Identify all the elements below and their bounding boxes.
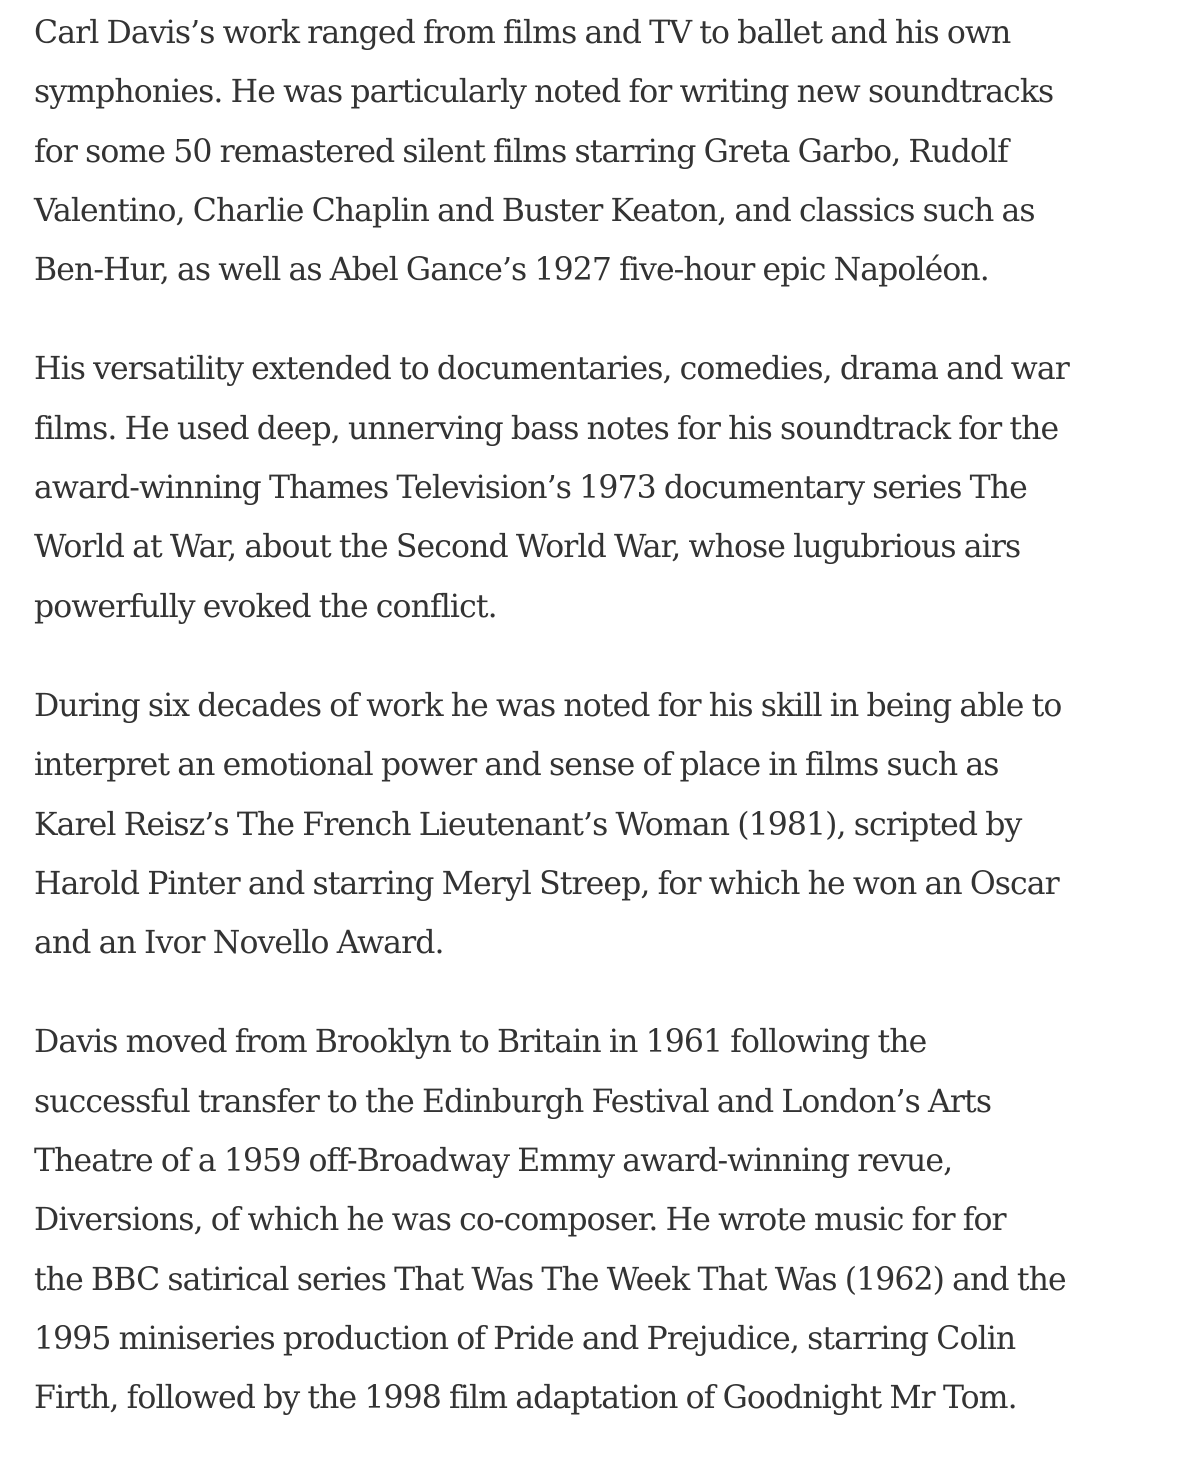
- paragraph-line: and an Ivor Novello Award.: [34, 925, 444, 962]
- paragraph-line: for some 50 remastered silent films starring Greta Garbo, Rudolf: [34, 133, 1008, 170]
- paragraph-line: His versatility extended to documentaries, comedies, drama and war: [34, 351, 1069, 388]
- paragraph-line: award-winning Thames Television’s 1973 documentary series The: [34, 470, 1027, 507]
- paragraph-line: interpret an emotional power and sense of place in films such as: [34, 747, 999, 784]
- article-paragraph: [34, 1013, 1194, 1428]
- paragraph-line: Theatre of a 1959 off-Broadway Emmy award-winning revue,: [34, 1143, 953, 1180]
- article-body: [34, 4, 1194, 1469]
- paragraph-line: Karel Reisz’s The French Lieutenant’s Woman (1981), scripted by: [34, 806, 1022, 843]
- paragraph-line: Carl Davis’s work ranged from films and TV to ballet and his own: [34, 15, 1011, 51]
- paragraph-line: powerfully evoked the conflict.: [34, 588, 497, 625]
- paragraph-line: Ben-Hur, as well as Abel Gance’s 1927 five-hour epic Napoléon.: [34, 252, 989, 289]
- article-paragraph: [34, 4, 1194, 300]
- paragraph-line: World at War, about the Second World War, whose lugubrious airs: [34, 529, 1021, 566]
- paragraph-line: films. He used deep, unnerving bass notes for his soundtrack for the: [34, 410, 1059, 447]
- paragraph-line: Diversions, of which he was co-composer. He wrote music for for: [34, 1202, 1006, 1239]
- paragraph-line: During six decades of work he was noted for his skill in being able to: [34, 687, 1062, 724]
- article-paragraph: [34, 677, 1194, 973]
- paragraph-line: Davis moved from Brooklyn to Britain in 1961 following the: [34, 1024, 927, 1061]
- paragraph-line: successful transfer to the Edinburgh Festival and London’s Arts: [34, 1083, 992, 1120]
- paragraph-line: Harold Pinter and starring Meryl Streep, for which he won an Oscar: [34, 865, 1059, 902]
- paragraph-line: symphonies. He was particularly noted for writing new soundtracks: [34, 74, 1054, 111]
- paragraph-line: 1995 miniseries production of Pride and Prejudice, starring Colin: [34, 1320, 1016, 1357]
- article-paragraph: [34, 340, 1194, 636]
- paragraph-line: the BBC satirical series That Was The Week That Was (1962) and the: [34, 1261, 1066, 1298]
- paragraph-line: Firth, followed by the 1998 film adaptation of Goodnight Mr Tom.: [34, 1380, 1017, 1417]
- paragraph-line: Valentino, Charlie Chaplin and Buster Keaton, and classics such as: [34, 192, 1035, 229]
